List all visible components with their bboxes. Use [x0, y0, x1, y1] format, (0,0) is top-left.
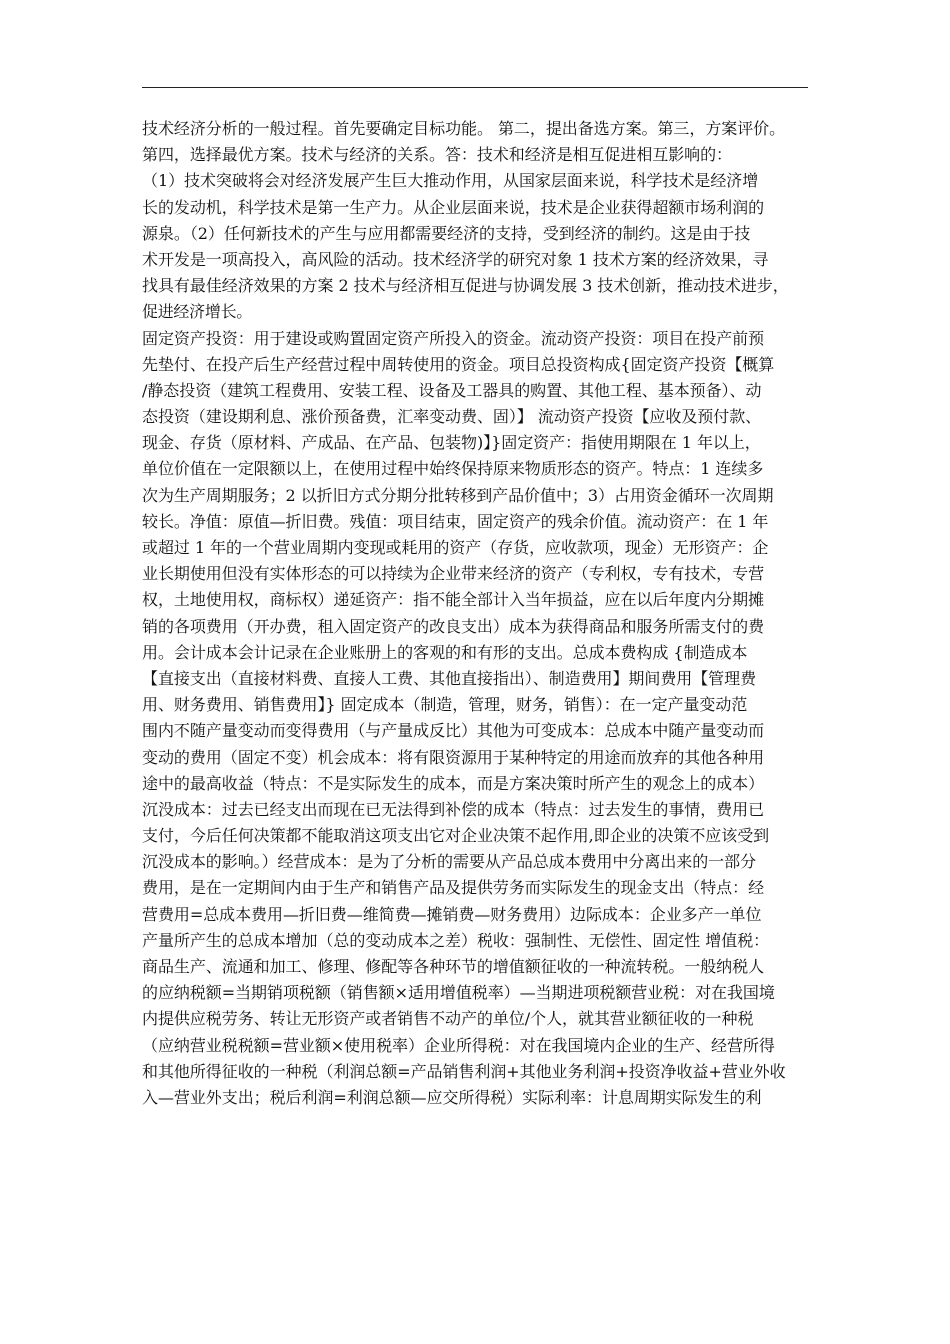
text-line: 权，土地使用权，商标权）递延资产：指不能全部计入当年损益，应在以后年度内分期摊	[142, 590, 765, 610]
text-line: 和其他所得征收的一种税（利润总额=产品销售利润+其他业务利润+投资净收益+营业外收	[142, 1061, 786, 1081]
text-line: （1）技术突破将会对经济发展产生巨大推动作用，从国家层面来说，科学技术是经济增	[142, 171, 759, 191]
text-line: 用、财务费用、销售费用】} 固定成本（制造，管理，财务，销售）：在一定产量变动范	[142, 695, 748, 715]
text-line: 促进经济增长。	[142, 302, 252, 322]
text-line: 技术经济分析的一般过程。首先要确定目标功能。 第二，提出备选方案。第三，方案评价。	[142, 119, 786, 138]
header-rule	[142, 87, 808, 88]
text-line: 或超过 1 年的一个营业周期内变现或耗用的资产（存货，应收款项，现金）无形资产：企	[142, 538, 769, 557]
text-line: 业长期使用但没有实体形态的可以持续为企业带来经济的资产（专利权，专有技术，专营	[142, 564, 765, 584]
document-body	[142, 116, 810, 1111]
text-line: /静态投资（建筑工程费用、安装工程、设备及工器具的购置、其他工程、基本预备）、动	[142, 380, 762, 400]
text-line: 先垫付、在投产后生产经营过程中周转使用的资金。项目总投资构成{固定资产投资【概算	[142, 354, 775, 374]
text-line: 营费用=总成本费用—折旧费—维简费—摊销费—财务费用）边际成本：企业多产一单位	[142, 904, 762, 924]
text-line: 销的各项费用（开办费，租入固定资产的改良支出）成本为获得商品和服务所需支付的费	[142, 616, 765, 636]
text-line: 围内不随产量变动而变得费用（与产量成反比）其他为可变成本：总成本中随产量变动而	[142, 721, 765, 741]
text-line: 长的发动机，科学技术是第一生产力。从企业层面来说，技术是企业获得超额市场利润的	[142, 197, 765, 217]
text-line: 态投资（建设期利息、涨价预备费，汇率变动费、固）】 流动资产投资【应收及预付款、	[142, 407, 762, 427]
text-line: 沉没成本：过去已经支出而现在已无法得到补偿的成本（特点：过去发生的事情，费用已	[142, 799, 765, 819]
text-line: 的应纳税额=当期销项税额（销售额×适用增值税率）—当期进项税额营业税：对在我国境	[142, 983, 775, 1003]
text-line: 较长。净值：原值—折旧费。残值：项目结束，固定资产的残余价值。流动资产：在 1 年	[142, 511, 769, 531]
text-line: 沉没成本的影响。）经营成本：是为了分析的需要从产品总成本费用中分离出来的一部分	[142, 852, 757, 872]
text-line: 单位价值在一定限额以上，在使用过程中始终保持原来物质形态的资产。特点：1 连续多	[142, 459, 764, 479]
text-line: 固定资产投资：用于建设或购置固定资产所投入的资金。流动资产投资：项目在投产前预	[142, 328, 765, 348]
text-line: 商品生产、流通和加工、修理、修配等各种环节的增值额征收的一种流转税。一般纳税人	[142, 957, 765, 976]
text-line: 变动的费用（固定不变）机会成本：将有限资源用于某种特定的用途而放弃的其他各种用	[142, 747, 765, 767]
text-line: 途中的最高收益（特点：不是实际发生的成本，而是方案决策时所产生的观念上的成本）	[142, 773, 765, 793]
text-line: （应纳营业税税额=营业额×使用税率）企业所得税：对在我国境内企业的生产、经营所得	[142, 1035, 775, 1055]
text-line: 【直接支出（直接材料费、直接人工费、其他直接指出）、制造费用】期间费用【管理费	[142, 668, 757, 688]
text-line: 现金、存货（原材料、产成品、在产品、包装物)】}固定资产：指使用期限在 1 年以上，	[142, 433, 761, 453]
text-line: 入—营业外支出；税后利润=利润总额—应交所得税）实际利率：计息周期实际发生的利	[142, 1087, 762, 1107]
text-line: 源泉。（2）任何新技术的产生与应用都需要经济的支持，受到经济的制约。这是由于技	[142, 223, 751, 243]
text-line: 找具有最佳经济效果的方案 2 技术与经济相互促进与协调发展 3 技术创新，推动技术进步，	[142, 276, 789, 296]
text-line: 产量所产生的总成本增加（总的变动成本之差）税收：强制性、无偿性、固定性 增值税：	[142, 930, 770, 950]
text-line: 次为生产周期服务；2 以折旧方式分期分批转移到产品价值中；3）占用资金循环一次周期	[142, 485, 774, 505]
text-line: 费用，是在一定期间内由于生产和销售产品及提供劳务而实际发生的现金支出（特点：经	[142, 878, 765, 898]
text-line: 术开发是一项高投入，高风险的活动。技术经济学的研究对象 1 技术方案的经济效果，寻	[142, 249, 769, 269]
text-line: 用。会计成本会计记录在企业账册上的客观的和有形的支出。总成本费构成 {制造成本	[142, 642, 748, 662]
text-line: 支付，今后任何决策都不能取消这项支出它对企业决策不起作用,即企业的决策不应该受到	[142, 826, 770, 846]
text-line: 内提供应税劳务、转让无形资产或者销售不动产的单位/个人，就其营业额征收的一种税	[142, 1009, 754, 1029]
text-line: 第四，选择最优方案。技术与经济的关系。答：技术和经济是相互促进相互影响的：	[142, 145, 733, 165]
